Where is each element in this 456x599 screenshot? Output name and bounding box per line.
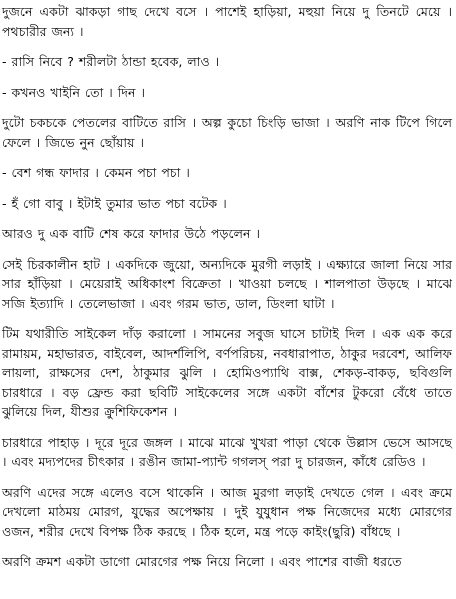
paragraph-5: - বেশ গন্ধ ফাদার । কেমন পচা পচা । [2, 165, 190, 180]
paragraph-4: দুটো চকচকে পেতলের বাটিতে রাসি । অল্প কুচো চিংড়ি ভাজা । অরণি নাক টিপে গিলে ফেলে । জিভে নুন ছোঁয়ায় । [2, 115, 452, 150]
paragraph-1: দুজনে একটা ঝাকড়া গাছ দেখে বসে । পাশেই হাড়িয়া, মহুয়া নিয়ে দু তিনটে মেয়ে । পথচারীর জন্য । [2, 4, 452, 39]
paragraph-6: - হঁ গো বাবু । ইটাই তুমার ভাত পচা বটেক । [2, 195, 227, 211]
paragraph-10: চারধারে পাহাড় । দূরে দূরে জঙ্গল । মাঝে মাঝে খুখরা পাড়া থেকে উল্লাস ভেসে আসছে । এবং মদ্যপদের চীৎকার । রঙীন জামা-প্যান্ট গগলস্ পরা দু চারজন, কাঁধে রেডিও । [2, 434, 452, 469]
paragraph-12: অরণি ক্রমশ একটা ডাগো মোরগের পক্ষ নিয়ে নিলো । এবং পাশের বাজী ধরতে [2, 554, 402, 569]
paragraph-2: - রাসি নিবে ? শরীলটা ঠান্ডা হবেক, লাও । [2, 54, 220, 69]
paragraph-9: টিম যথারীতি সাইকেল দাঁড় করালো । সামনের সবুজ ঘাসে চাটাই দিল । এক এক করে রামায়ম, মহাভারত, বাইবেল, আদর্শলিপি, বর্ণপরিচয়, নবধারাপাত, ঠাকুর দরবেশ, আলিফ লায়লা, রাক্ষসের দেশ, ঠাকুমার ঝুলি । হোমিওপ্যাথি বাক্স, শেকড়-বাকড়, ছবিগুলি চারধারে । বড় ফ্রেন্ড করা ছবিটি সাইকেলের সঙ্গে একটা বাঁশের টুকরো বেঁধে তাতে ঝুলিয়ে দিল, যীশুর ক্রুশিফিকেশন । [2, 326, 452, 419]
paragraph-8: সেই চিরকালীন হাট । একদিকে জুয়ো, অন্যদিকে মুরগী লড়াই । এক্ষ্যারে জালা নিয়ে সার সার হাঁড়িয়া । মেয়েরাই অধিকাংশ বিক্রেতা । খাওয়া চলছে । শালপাতা উড়ছে । মাঝে সজি ইত্যাদি । তেলেভাজা । এবং গরম ভাত, ডাল, ডিংলা ঘাটা । [2, 256, 452, 311]
paragraph-11: অরণি এদের সঙ্গে এলেও বসে থাকেনি । আজ মুরগা লড়াই দেখতে গেল । এবং ক্রমে দেখলো মাঠময় মোরগ, যুদ্ধের অপেক্ষায় । দুই যুযুধান পক্ষ নিজেদের মধ্যে মোরগের ওজন, শরীর দেখে বিপক্ষ ঠিক করছে । ঠিক হলে, মন্ত্র পড়ে কাইং(ছুরি) বাঁধছে । [2, 484, 452, 539]
paragraph-3: - কখনও খাইনি তো । দিন । [2, 84, 145, 100]
paragraph-7: আরও দু এক বাটি শেষ করে ফাদার উঠে পড়লেন । [2, 226, 261, 241]
